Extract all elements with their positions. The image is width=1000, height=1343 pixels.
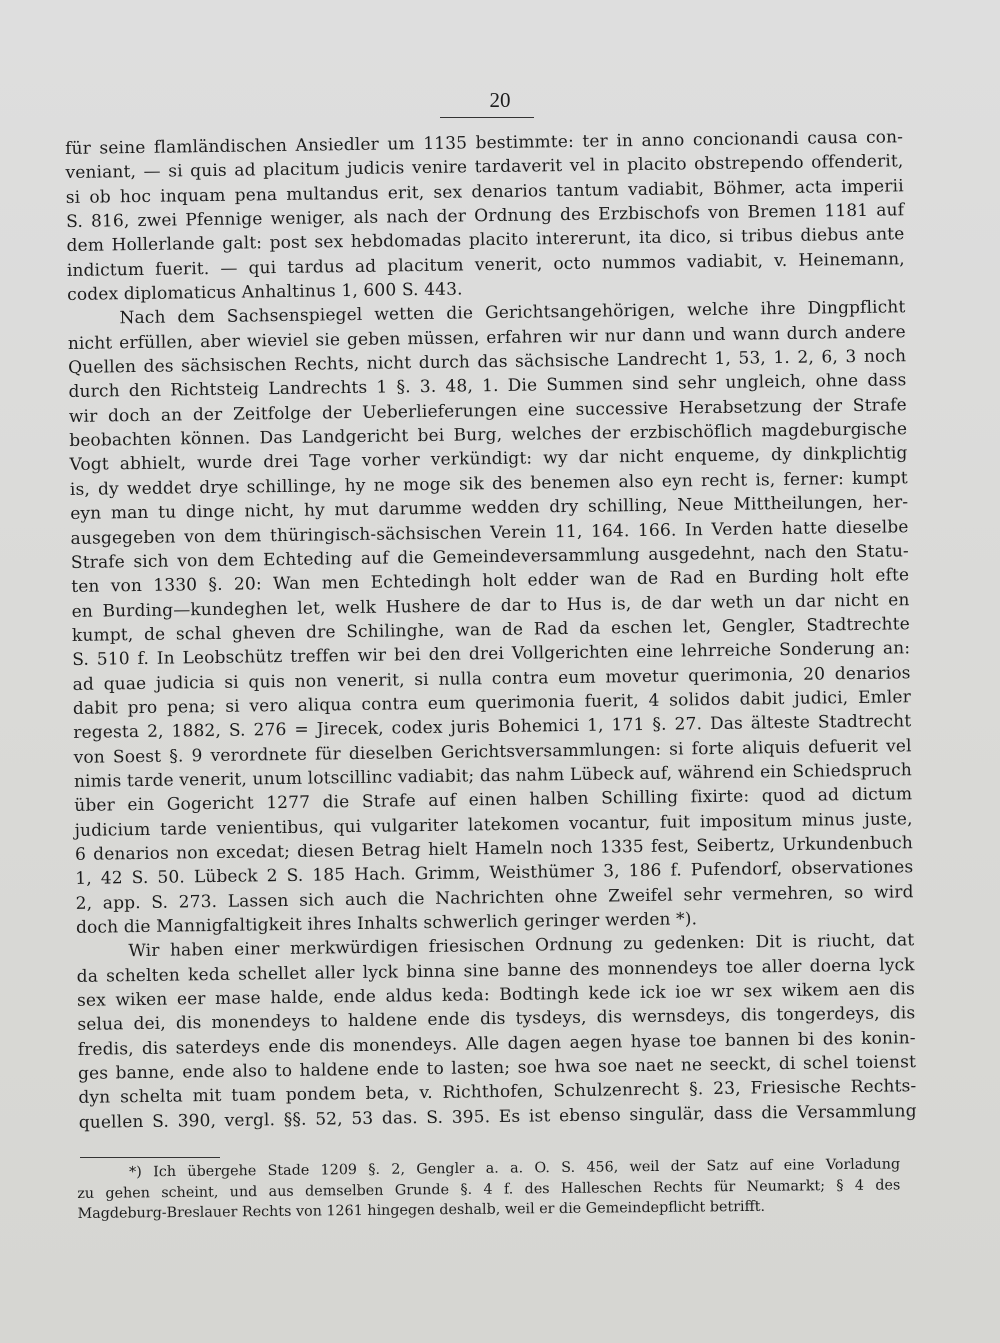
text-line: Quellen des sächsischen Rechts, nicht durch das sächsische Landrecht 1, 53, 1. 2, 6, 3 noch xyxy=(68,346,907,379)
text-line: doch die Mannigfaltigkeit ihres Inhalts schwerlich geringer werden *). xyxy=(75,909,698,938)
text-line: Wir haben einer merkwürdigen friesischen Ordnung zu gedenken: Dit is riucht, dat xyxy=(128,930,915,962)
text-line: en Burding—kundeghen let, welk Hushere de dar to Hus is, de dar weth un dar nicht en xyxy=(71,589,910,622)
footnote-line: *) Ich übergehe Stade 1209 §. 2, Gengler a. a. O. S. 456, weil der Satz auf eine Vorladung xyxy=(129,1156,901,1181)
text-line: S. 510 f. In Leobschütz treffen wir bei den drei Vollgerichten eine lehrreiche Sonderung an: xyxy=(72,638,911,671)
text-line: dabit pro pena; si vero aliqua contra eum querimonia fuerit, 4 solidos dabit judici, Emler xyxy=(72,687,912,719)
body-text xyxy=(65,125,917,1135)
text-line: Nach dem Sachsenspiegel wetten die Gerichtsangehörigen, welche ihre Dingpflicht xyxy=(119,297,906,329)
text-line: Vogt abhielt, wurde drei Tage vorher verkündigt: wy dar nicht enqueme, dy dinkplichtig xyxy=(69,443,908,476)
text-line: über ein Gogericht 1277 die Strafe auf einen halben Schilling fixirte: quod ad dictum xyxy=(74,784,913,817)
text-line: 1, 42 S. 50. Lübeck 2 S. 185 Hach. Grimm, Weisthümer 3, 186 f. Pufendorf, observationes xyxy=(75,857,914,890)
header-rule xyxy=(440,117,534,118)
text-line: da schelten keda schellet aller lyck binna sine banne des monnendeys toe aller doerna lyck xyxy=(76,954,915,987)
text-line: dem Hollerlande galt: post sex hebdomadas placito intererunt, ita dico, si tribus diebus ante xyxy=(66,224,905,257)
footnote-line: Magdeburg-Breslauer Rechts von 1261 hingegen deshalb, weil er die Gemeindepflicht betrifft. xyxy=(77,1198,766,1222)
text-line: Strafe sich von dem Echteding auf die Gemeindeversammlung ausgedehnt, nach den Statu- xyxy=(70,541,910,573)
page-number: 20 xyxy=(489,88,511,112)
text-line: 2, app. S. 273. Lassen sich auch die Nachrichten ohne Zweifel sehr vermehren, so wird xyxy=(75,881,914,914)
text-line: regesta 2, 1882, S. 276 = Jirecek, codex juris Bohemici 1, 171 §. 27. Das älteste Stadtrecht xyxy=(73,711,912,744)
text-line: dyn schelta mit tuam pondem beta, v. Richthofen, Schulzenrecht §. 23, Friesische Rechts- xyxy=(78,1076,917,1109)
text-line: fredis, dis saterdeys ende dis monendeys. Alle dagen aegen hyase toe bannen bi des konin- xyxy=(77,1027,916,1060)
footnote-line: zu gehen scheint, und aus demselben Grunde §. 4 f. des Halleschen Rechts für Neumarkt; § 4 des xyxy=(77,1176,901,1202)
text-line: 6 denarios non excedat; diesen Betrag hielt Hameln noch 1335 fest, Seibertz, Urkundenbuch xyxy=(74,833,914,865)
text-line: kumpt, de schal gheven dre Schilinghe, wan de Rad da eschen let, Gengler, Stadtrechte xyxy=(71,614,911,646)
text-line: ausgegeben von dem thüringisch-sächsischen Verein 11, 164. 166. In Verden hatte dieselbe xyxy=(70,516,909,549)
text-line: nicht erfüllen, aber wieviel sie geben müssen, erfahren wir nur dann und wann durch andere xyxy=(67,322,906,354)
text-line: veniant, — si quis ad placitum judicis venire tardaverit vel in placito obstrependo offenderit, xyxy=(65,151,904,184)
text-line: ges banne, ende also to haldene ende to lasten; soe hwa soe naet ne seeckt, di schel toienst xyxy=(77,1052,917,1084)
text-line: indictum fuerit. — qui tardus ad placitum venerit, octo nummos vadiabit, v. Heinemann, xyxy=(66,249,905,281)
text-line: si ob hoc inquam pena multandus erit, sex denarios tantum vadiabit, Böhmer, acta imperii xyxy=(65,175,904,208)
text-line: nimis tarde venerit, unum lotscillinc vadiabit; das nahm Lübeck auf, während ein Schiedspruch xyxy=(73,760,913,792)
text-line: judicium tarde venientibus, qui vulgariter latekomen vocantur, fuit impositum minus juste, xyxy=(74,808,913,841)
text-line: wir doch an der Zeitfolge der Ueberlieferungen eine successive Herabsetzung der Strafe xyxy=(68,395,907,427)
text-line: ten von 1330 §. 20: Wan men Echtedingh holt edder wan de Rad en Burding holt efte xyxy=(71,565,910,598)
footnotes xyxy=(77,1154,901,1224)
text-line: sex wiken eer mase halde, ende aldus keda: Bodtingh kede ick ioe wr sex wikem aen dis xyxy=(76,979,916,1011)
text-line: quellen S. 390, vergl. §§. 52, 53 das. S. 395. Es ist ebenso singulär, dass die Versammlung xyxy=(78,1100,917,1133)
text-line: durch den Richtsteig Landrechts 1 §. 3. 48, 1. Die Summen sind sehr ungleich, ohne dass xyxy=(68,370,907,403)
text-line: ad quae judicia si quis non venerit, si nulla contra eum movetur querimonia, 20 denarios xyxy=(72,662,911,695)
text-line: is, dy weddet drye schillinge, hy ne moge sik des benemen also eyn recht is, ferner: kumpt xyxy=(69,468,908,500)
text-line: von Soest §. 9 verordnete für dieselben Gerichtsversammlungen: si forte aliquis defuerit vel xyxy=(73,735,912,768)
text-line: selua dei, dis monendeys to haldene ende dis tysdeys, dis wernsdeys, dis tongerdeys, dis xyxy=(77,1003,916,1036)
text-line: codex diplomaticus Anhaltinus 1, 600 S. 443. xyxy=(67,279,463,306)
footnote-rule xyxy=(80,1157,220,1158)
text-line: beobachten können. Das Landgericht bei Burg, welches der erzbischöflich magdeburgische xyxy=(69,419,908,452)
text-line: für seine flamländischen Ansiedler um 1135 bestimmte: ter in anno concionandi causa con- xyxy=(65,127,904,159)
text-line: S. 816, zwei Pfennige weniger, als nach der Ordnung des Erzbischofs von Bremen 1181 auf xyxy=(66,200,905,233)
text-line: eyn man tu dinge nicht, hy mut darumme wedden dry schilling, Neue Mittheilungen, her- xyxy=(70,492,909,525)
